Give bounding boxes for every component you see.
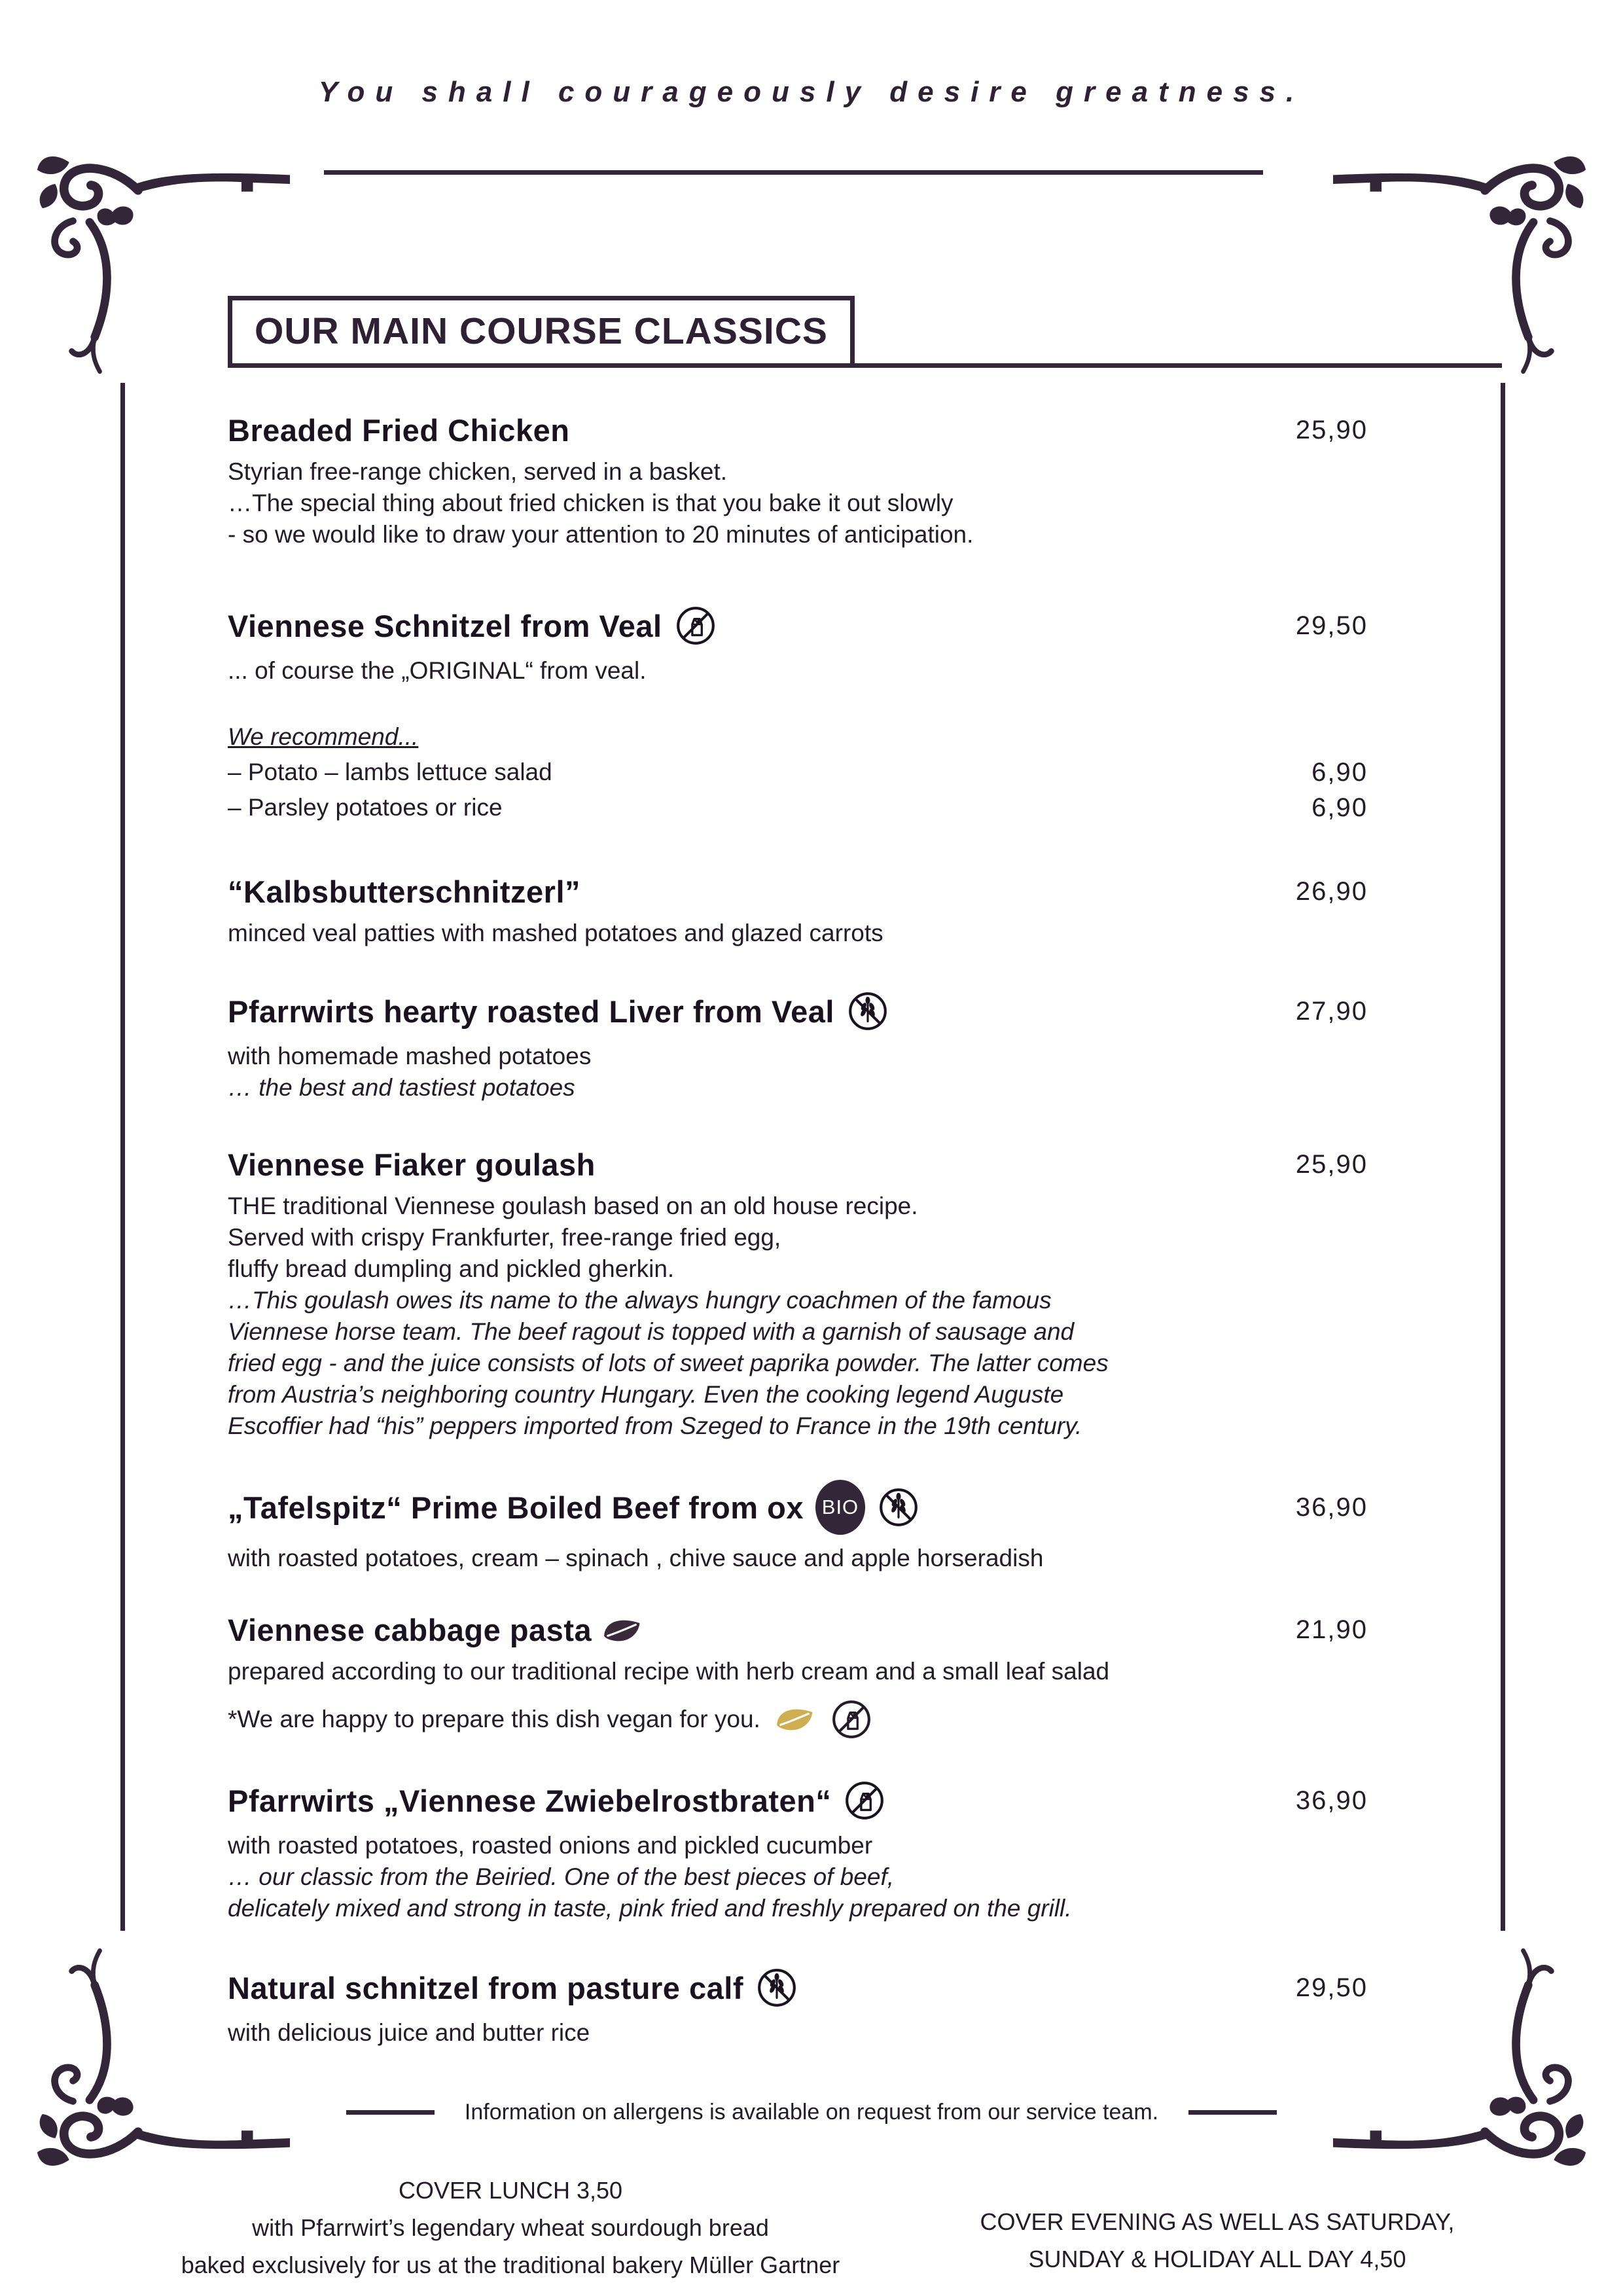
gluten-free-icon [877,1486,920,1529]
menu-item [228,990,1368,1103]
recommend-row [228,755,1368,790]
menu-item [228,1612,1368,1741]
vegetarian-leaf-icon [600,1609,645,1651]
gluten-free-icon [846,990,889,1033]
item-name: Viennese Fiaker goulash [228,1147,596,1182]
item-description: with roasted potatoes, roasted onions and pickled cucumber … our classic from the Beiried. One of the best pieces of beef, delicately mixed and strong in taste, pink fried and freshly prepared on the grill. [228,1832,1072,1922]
item-name: “Kalbsbutterschnitzerl” [228,874,581,909]
item-price: 29,50 [1295,1973,1368,2002]
recommend-row [228,790,1368,825]
section-title: OUR MAIN COURSE CLASSICS [228,296,855,368]
item-price: 25,90 [1295,1150,1368,1179]
item-name: Pfarrwirts hearty roasted Liver from Veal [228,994,834,1029]
item-name: „Tafelspitz“ Prime Boiled Beef from ox [228,1490,804,1525]
corner-flourish-icon [1332,1944,1587,2179]
item-description: with homemade mashed potatoes … the best and tastiest potatoes [228,1043,592,1101]
item-price: 36,90 [1295,1492,1368,1522]
item-description: ... of course the „ORIGINAL“ from veal. [228,657,647,684]
allergen-note: Information on allergens is available on request from our service team. [464,2100,1159,2125]
allergen-note-row [0,2100,1623,2125]
vegan-leaf-icon [773,1699,817,1740]
gluten-free-icon [755,1966,798,2009]
recommend-price: 6,90 [1311,758,1368,787]
recommend-block [228,723,1368,825]
frame-line-right [1501,383,1505,1931]
tagline: You shall courageously desire greatness. [318,76,1305,108]
item-price: 25,90 [1295,416,1368,444]
vegan-note: *We are happy to prepare this dish vegan for you. [228,1698,1368,1741]
item-description: minced veal patties with mashed potatoes and glazed carrots [228,920,883,946]
item-description: prepared according to our traditional recipe with herb cream and a small leaf salad [228,1658,1110,1685]
item-price: 29,50 [1295,611,1368,640]
item-price: 26,90 [1295,877,1368,906]
item-name: Pfarrwirts „Viennese Zwiebelrostbraten“ [228,1783,832,1818]
cover-evening-note: COVER EVENING AS WELL AS SATURDAY, SUNDAY & HOLIDAY ALL DAY 4,50 [980,2208,1455,2272]
item-description: with roasted potatoes, cream – spinach , chive sauce and apple horseradish [228,1545,1044,1571]
menu-item [228,604,1368,687]
dash-right [1188,2110,1277,2115]
cover-lunch-note: COVER LUNCH 3,50 with Pfarrwirt’s legendary wheat sourdough bread baked exclusively for us at the traditional bakery Müller Gartner [181,2177,840,2278]
lactose-free-icon [830,1698,873,1741]
lactose-free-icon [674,604,717,647]
item-name: Breaded Fried Chicken [228,413,570,448]
item-price: 21,90 [1295,1615,1368,1644]
section-header [228,296,1502,368]
recommend-heading: We recommend... [228,723,419,750]
item-description: Styrian free-range chicken, served in a basket. …The special thing about fried chicken is that you bake it out slowly - so we would like to draw your attention to 20 minutes of anticipation. [228,458,974,548]
menu-item [228,1147,1368,1442]
menu-item [228,1966,1368,2049]
item-name: Natural schnitzel from pasture calf [228,1970,743,2005]
item-name: Viennese cabbage pasta [228,1613,592,1647]
menu-item [228,874,1368,949]
lactose-free-icon [843,1779,886,1822]
item-description: with delicious juice and butter rice [228,2019,590,2046]
bio-badge: BIO [815,1480,865,1535]
menu-item [228,412,1368,550]
dash-left [346,2110,435,2115]
section-rule [855,363,1502,368]
menu-item [228,1779,1368,1924]
menu-list [228,412,1368,2049]
menu-item [228,1480,1368,1574]
item-price: 27,90 [1295,996,1368,1026]
recommend-text: – Potato – lambs lettuce salad [228,759,552,785]
tagline-rule [324,170,1263,175]
item-name: Viennese Schnitzel from Veal [228,608,662,643]
item-description: THE traditional Viennese goulash based on an old house recipe. Served with crispy Frankfurter, free-range fried egg, fluffy bread dumpling and pickled gherkin. …This goulash owes its name to the always hungry coachmen of the famous Viennese horse team. The beef ragout is topped with a garnish of sausage and fried egg - and the juice consists of lots of sweet paprika powder. The latter comes from Austria’s neighboring country Hungary. Even the cooking legend Auguste Escoffier had “his” peppers imported from Szeged to France in the 19th century. [228,1193,1109,1439]
recommend-text: – Parsley potatoes or rice [228,794,503,821]
recommend-price: 6,90 [1311,793,1368,822]
item-price: 36,90 [1295,1785,1368,1815]
frame-line-left [120,383,125,1931]
